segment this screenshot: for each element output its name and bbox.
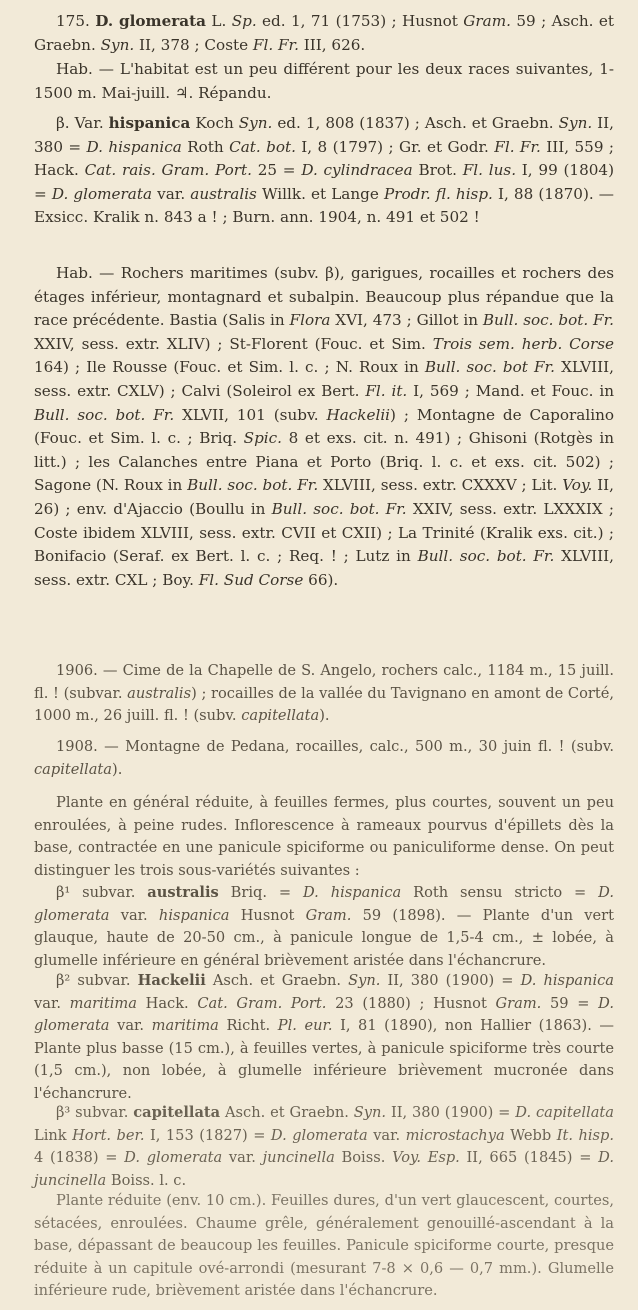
text: Webb <box>504 1126 557 1144</box>
citation: Syn. <box>238 114 273 132</box>
citation: Fl. Fr. <box>252 35 299 54</box>
text: I, 81 (1890), non Hallier (1863). — Plante plus basse (15 cm.), à feuilles vertes, à panicule spiciforme très courte (1,5 cm.), non lobée, à glumelle inférieure brièvement mucronée dans l'échancrure. <box>34 1017 615 1102</box>
text: Husnot <box>229 906 306 924</box>
text: XVI, 473 ; Gillot in <box>330 311 483 330</box>
text: 8 et exs. cit. n. 491) ; Ghisoni (Rotgès in litt.) ; les Calanches entre Piana et Porto (Briq. l. c. et exs. cit. 502) ; Sagone (N. Roux in <box>34 429 614 495</box>
text: Boiss. <box>334 1149 393 1167</box>
text: I, 8 (1797) ; Gr. et Godr. <box>295 137 495 156</box>
text: ). <box>319 707 330 725</box>
text: Brot. <box>412 161 463 180</box>
text: β² subvar. <box>56 972 138 989</box>
citation: Gram. <box>305 906 352 924</box>
citation: Cat. bot. <box>229 137 296 156</box>
species-entry-heading <box>34 10 614 57</box>
text: Boiss. l. c. <box>106 1171 187 1189</box>
text: Willk. et Lange <box>256 184 384 203</box>
citation: Trois sem. herb. Corse <box>432 334 614 353</box>
entry-number: 175. <box>56 12 90 30</box>
citation: Hackelii <box>326 405 391 424</box>
text: XXIV, sess. extr. LXXXIX ; Coste ibidem XLVIII, sess. extr. CVII et CXII) ; La Trinité (Kralik exs. cit.) ; Bonifacio (Seraf. ex Bert. l. c. ; Req. ! ; Lutz in <box>34 499 615 566</box>
citation: Gram. <box>463 12 511 30</box>
text: I, 88 (1870). — Exsicc. Kralik n. 843 a ! ; Burn. ann. 1904, n. 491 et 502 ! <box>34 184 614 227</box>
text: L. <box>205 12 232 30</box>
citation: Syn. <box>558 114 593 132</box>
text: Hack. <box>136 994 198 1012</box>
text: II, 378 ; Coste <box>134 35 253 54</box>
text: Koch <box>190 114 239 132</box>
citation: D. glomerata <box>34 994 614 1035</box>
text: ) ; rocailles de la vallée du Tavignano en amont de Corté, 1000 m., 26 juill. fl. ! (subv. <box>34 684 614 725</box>
citation: australis <box>127 684 192 702</box>
text: Asch. et Graebn. <box>220 1104 354 1121</box>
citation: Syn. <box>348 972 381 989</box>
citation: Bull. soc. bot. Fr. <box>271 499 407 518</box>
citation: D. hispanica <box>520 972 614 989</box>
citation: D. glomerata <box>51 184 153 203</box>
subvariety-name: capitellata <box>133 1104 221 1121</box>
subvar-australis-paragraph <box>34 882 614 972</box>
text: 1906. — Cime de la Chapelle de S. Angelo, rochers calc., 1184 m., 15 juill. fl. ! (subvar. <box>34 662 614 702</box>
citation: D. juncinella <box>34 1149 614 1189</box>
text: 66). <box>303 570 339 589</box>
text: 4 (1838) = <box>34 1149 125 1167</box>
citation: Fl. Fr. <box>494 137 541 156</box>
text: 164) ; Ile Rousse (Fouc. et Sim. l. c. ; N. Roux in <box>34 358 425 377</box>
citation: Syn. <box>353 1104 387 1121</box>
citation: Flora <box>289 311 331 330</box>
citation: capitellata <box>241 707 320 725</box>
text: III, 559 ; Hack. <box>34 137 615 180</box>
text: XLVIII, sess. extr. CXLV) ; Calvi (Soleirol ex Bert. <box>34 358 615 400</box>
text: ed. 1, 71 (1753) ; Husnot <box>256 12 464 30</box>
citation: Bull. soc. bot. Fr. <box>482 311 614 330</box>
citation: Fl. Sud Corse <box>198 570 304 589</box>
citation: hispanica <box>158 906 230 924</box>
species-name: D. glomerata <box>95 12 206 30</box>
text: 23 (1880) ; Husnot <box>326 994 496 1012</box>
text: 59 ; Asch. et Graebn. <box>34 12 614 54</box>
text: II, 380 = <box>34 114 615 156</box>
capitellata-description-paragraph: Plante réduite (env. 10 cm.). Feuilles dures, d'un vert glaucescent, courtes, sétacées, enroulées. Chaume grêle, généralement genouillé-ascendant à la base, dépassant de beaucoup les feuilles. Panicule spiciforme courte, presque réduite à un capitule ové-arrondi (mesurant 7-8 × 0,6 — 0,7 mm.). Glumelle inférieure rude, brièvement aristée dans l'échancrure. <box>34 1192 614 1300</box>
text: 25 = <box>251 161 302 180</box>
citation: Cat. Gram. Port. <box>197 994 327 1012</box>
citation: Bull. soc. bot. Fr. <box>34 405 175 424</box>
citation: Syn. <box>100 35 135 54</box>
variety-name: hispanica <box>108 114 191 132</box>
citation: D. glomerata <box>124 1149 223 1167</box>
citation: australis <box>190 184 257 203</box>
text: XLVII, 101 (subv. <box>174 405 327 424</box>
text: var. <box>222 1149 263 1167</box>
description-paragraph: Plante en général réduite, à feuilles fermes, plus courtes, souvent un peu enroulées, à peine rudes. Inflorescence à rameaux pourvus d'épillets dès la base, contractée en une panicule spiciforme ou paniculiforme dense. On peut distinguer les trois sous-variétés suivantes : <box>34 794 614 879</box>
text: var. <box>109 1017 152 1035</box>
citation: maritima <box>69 994 137 1012</box>
text: ed. 1, 808 (1837) ; Asch. et Graebn. <box>272 114 559 132</box>
subvariety-name: australis <box>147 884 219 901</box>
text: II, 26) ; env. d'Ajaccio (Boullu in <box>34 476 615 518</box>
citation: Hort. ber. <box>72 1126 145 1144</box>
text: Asch. et Graebn. <box>205 972 349 989</box>
text: 59 (1898). — Plante d'un vert glauque, haute de 20-50 cm., à panicule longue de 1,5-4 cm., ± lobée, à glumelle inférieure en général brièvement aristée dans l'échancrure. <box>34 906 615 969</box>
text: Roth <box>181 137 230 156</box>
citation: microstachya <box>405 1126 505 1144</box>
citation: Gram. <box>495 994 542 1012</box>
text: Briq. = <box>218 884 303 901</box>
citation: It. hisp. <box>556 1126 614 1144</box>
citation: D. hispanica <box>302 884 402 901</box>
citation: Bull. soc. bot Fr. <box>424 358 555 377</box>
variety-hispanica-paragraph <box>34 112 614 230</box>
collection-1906-paragraph <box>34 660 614 728</box>
text: Roth sensu stricto = <box>401 884 599 901</box>
citation: Voy. Esp. <box>392 1149 460 1167</box>
text: β. Var. <box>56 114 109 132</box>
citation: Bull. soc. bot. Fr. <box>417 547 555 566</box>
text: ) ; Montagne de Caporalino (Fouc. et Sim. l. c. ; Briq. <box>34 405 614 448</box>
text: II, 380 (1900) = <box>386 1104 516 1121</box>
subvariety-name: Hackelii <box>137 972 206 989</box>
text: 59 = <box>541 994 599 1012</box>
subvar-capitellata-paragraph <box>34 1102 614 1192</box>
citation: Sp. <box>231 12 257 30</box>
citation: D. hispanica <box>86 137 182 156</box>
text: var. <box>152 184 191 203</box>
text: I, 99 (1804) = <box>34 161 614 203</box>
citation: juncinella <box>262 1149 335 1167</box>
citation: D. capitellata <box>515 1104 614 1121</box>
text: I, 569 ; Mand. et Fouc. in <box>407 381 615 400</box>
text: β¹ subvar. <box>56 884 148 901</box>
citation: Fl. lus. <box>462 161 517 180</box>
citation: Spic. <box>243 429 282 448</box>
citation: Voy. <box>562 476 593 495</box>
habitat-paragraph: Hab. — L'habitat est un peu différent pour les deux races suivantes, 1-1500 m. Mai-juill. ♃. Répandu. <box>34 60 614 102</box>
text: Hab. — Rochers maritimes (subv. β), garigues, rocailles et rochers des étages inférieur, montagnard et subalpin. Beaucoup plus répandue que la race précédente. Bastia (Salis in <box>34 264 614 330</box>
text: Richt. <box>218 1017 278 1035</box>
text: β³ subvar. <box>56 1104 134 1121</box>
text: II, 380 (1900) = <box>380 972 521 989</box>
text: 1908. — Montagne de Pedana, rocailles, calc., 500 m., 30 juin fl. ! (subv. <box>56 738 614 755</box>
text: XXIV, sess. extr. XLIV) ; St-Florent (Fouc. et Sim. <box>34 334 433 353</box>
collection-1908-paragraph <box>34 736 614 781</box>
text: III, 626. <box>298 35 366 54</box>
citation: D. glomerata <box>34 884 614 924</box>
text: var. <box>34 994 70 1012</box>
text: I, 153 (1827) = <box>144 1126 271 1144</box>
text: XLVIII, sess. extr. CXL ; Boy. <box>34 547 614 589</box>
citation: Pl. eur. <box>277 1017 333 1035</box>
subvar-hackelii-paragraph <box>34 970 614 1106</box>
citation: maritima <box>151 1017 219 1035</box>
citation: capitellata <box>34 760 112 778</box>
citation: Bull. soc. bot. Fr. <box>187 476 319 495</box>
citation: D. glomerata <box>270 1126 368 1144</box>
text: ). <box>112 760 123 778</box>
citation: Fl. it. <box>365 381 408 400</box>
text: var. <box>109 906 159 924</box>
text: Link <box>34 1126 73 1144</box>
text: II, 665 (1845) = <box>459 1149 599 1167</box>
text: var. <box>367 1126 406 1144</box>
citation: Cat. rais. Gram. Port. <box>84 161 252 180</box>
citation: D. cylindracea <box>301 161 413 180</box>
text: XLVIII, sess. extr. CXXXV ; Lit. <box>318 476 563 495</box>
habitat-localities-paragraph <box>34 262 614 592</box>
citation: Prodr. fl. hisp. <box>383 184 493 203</box>
